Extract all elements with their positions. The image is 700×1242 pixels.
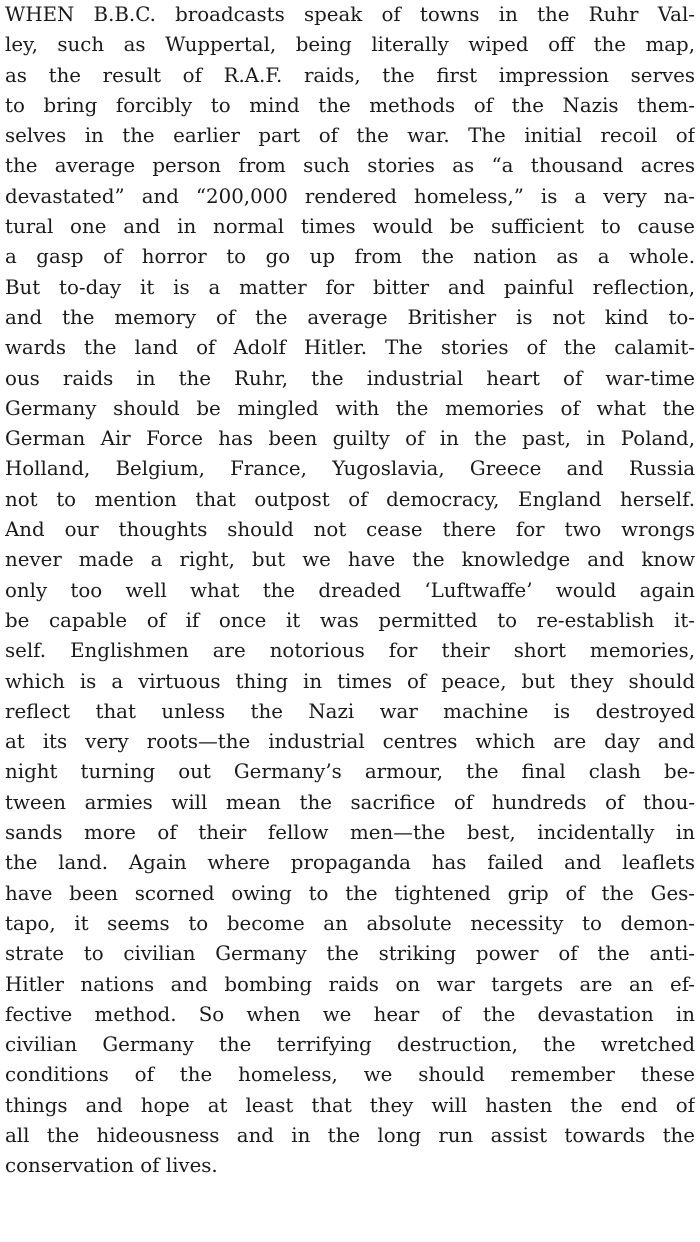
text-line: selves in the earlier part of the war. The initial recoil of <box>5 124 695 148</box>
article-body <box>5 0 695 1182</box>
text-line: But to-day it is a matter for bitter and painful reflection, <box>5 275 695 299</box>
text-line: tween armies will mean the sacrifice of hundreds of thou- <box>5 790 695 814</box>
text-line: things and hope at least that they will hasten the end of <box>5 1093 695 1117</box>
text-line: Hitler nations and bombing raids on war targets are an ef- <box>5 972 695 996</box>
text-line: WHEN B.B.C. broadcasts speak of towns in the Ruhr Val- <box>5 3 695 26</box>
text-line: the land. Again where propaganda has failed and leaflets <box>5 851 695 875</box>
text-line: never made a right, but we have the knowledge and know <box>5 548 695 572</box>
text-line: which is a virtuous thing in times of peace, but they should <box>5 669 695 693</box>
text-line: sands more of their fellow men—the best, incidentally in <box>5 821 695 845</box>
text-line: as the result of R.A.F. raids, the first impression serves <box>5 63 695 87</box>
text-line: conditions of the homeless, we should remember these <box>5 1063 695 1087</box>
text-line: Germany should be mingled with the memories of what the <box>5 396 695 420</box>
text-line: and the memory of the average Britisher is not kind to- <box>5 305 695 329</box>
text-line: civilian Germany the terrifying destruction, the wretched <box>5 1033 695 1057</box>
text-line: be capable of if once it was permitted to re-establish it- <box>5 608 695 632</box>
text-line-last: conservation of lives. <box>5 1154 218 1178</box>
text-line: wards the land of Adolf Hitler. The stories of the calamit- <box>5 336 695 360</box>
text-line: ous raids in the Ruhr, the industrial heart of war-time <box>5 366 695 390</box>
text-line: And our thoughts should not cease there for two wrongs <box>5 518 695 542</box>
text-line: Holland, Belgium, France, Yugoslavia, Greece and Russia <box>5 457 695 481</box>
text-line: devastated” and “200,000 rendered homeless,” is a very na- <box>5 184 695 208</box>
text-line: fective method. So when we hear of the devastation in <box>5 1002 695 1026</box>
text-line: tural one and in normal times would be sufficient to cause <box>5 215 695 239</box>
text-line: reflect that unless the Nazi war machine is destroyed <box>5 699 695 723</box>
text-line: to bring forcibly to mind the methods of the Nazis them- <box>5 93 695 117</box>
text-line: at its very roots—the industrial centres which are day and <box>5 730 695 754</box>
text-line: only too well what the dreaded ‘Luftwaffe’ would again <box>5 578 695 602</box>
text-line: night turning out Germany’s armour, the final clash be- <box>5 760 695 784</box>
text-line: the average person from such stories as “a thousand acres <box>5 154 695 178</box>
text-line: German Air Force has been guilty of in the past, in Poland, <box>5 427 695 451</box>
text-line: have been scorned owing to the tightened grip of the Ges- <box>5 881 695 905</box>
text-line: a gasp of horror to go up from the nation as a whole. <box>5 245 695 269</box>
text-line: strate to civilian Germany the striking power of the anti- <box>5 942 695 966</box>
text-line: ley, such as Wuppertal, being literally wiped off the map, <box>5 33 695 57</box>
text-line: all the hideousness and in the long run assist towards the <box>5 1123 695 1147</box>
text-line: tapo, it seems to become an absolute necessity to demon- <box>5 911 695 935</box>
text-line: self. Englishmen are notorious for their short memories, <box>5 639 695 663</box>
text-line: not to mention that outpost of democracy, England herself. <box>5 487 695 511</box>
